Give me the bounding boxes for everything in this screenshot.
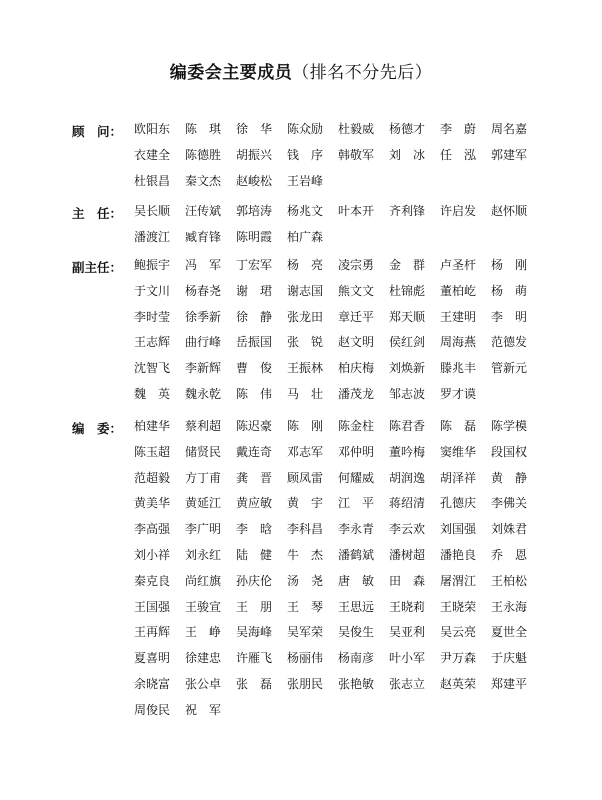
member-name: 叶小军 xyxy=(389,651,426,666)
member-name: 郑天顺 xyxy=(389,309,426,324)
member-name: 郭建军 xyxy=(491,147,528,162)
member-name: 王岩峰 xyxy=(287,173,324,188)
member-name: 柏建华 xyxy=(134,419,171,433)
member-name: 卢圣杆 xyxy=(440,258,477,272)
member-name: 潘树超 xyxy=(389,547,426,562)
member-name: 赵峻松 xyxy=(236,173,273,188)
member-name: 李新辉 xyxy=(185,361,222,376)
member-name: 陈君香 xyxy=(389,419,426,433)
member-name: 许雁飞 xyxy=(236,651,273,666)
name-grid xyxy=(134,204,564,256)
member-name: 杨丽伟 xyxy=(287,651,324,666)
member-name: 储贤民 xyxy=(185,444,222,459)
member-name: 秦克良 xyxy=(134,573,171,588)
member-name: 王国强 xyxy=(134,599,171,614)
member-name: 徐 静 xyxy=(236,309,273,324)
member-name: 张公卓 xyxy=(185,676,222,691)
member-name: 何耀威 xyxy=(338,470,375,485)
name-grid xyxy=(134,122,564,199)
member-name: 杨 亮 xyxy=(287,258,324,272)
member-name: 潘茂龙 xyxy=(338,386,375,401)
member-name: 王骏宣 xyxy=(185,599,222,614)
member-name: 戴连奇 xyxy=(236,444,273,459)
member-name: 胡泽祥 xyxy=(440,470,477,485)
member-name: 龚 晋 xyxy=(236,470,273,485)
member-name: 江 平 xyxy=(338,496,375,511)
member-name: 董柏屹 xyxy=(440,283,477,298)
member-name: 欧阳东 xyxy=(134,122,171,136)
member-name: 齐利锋 xyxy=(389,204,426,218)
member-name: 陈玉超 xyxy=(134,444,171,459)
member-name: 黄美华 xyxy=(134,496,171,511)
member-name: 范超毅 xyxy=(134,470,171,485)
member-name: 许启发 xyxy=(440,204,477,218)
member-name: 周俊民 xyxy=(134,702,171,717)
member-name: 吴云亮 xyxy=(440,625,477,640)
member-name: 吴军荣 xyxy=(287,625,324,640)
member-name: 孔德庆 xyxy=(440,496,477,511)
member-name: 赵怀顺 xyxy=(491,204,528,218)
member-name: 夏世全 xyxy=(491,625,528,640)
member-name: 唐 敏 xyxy=(338,573,375,588)
member-name: 刘 冰 xyxy=(389,147,426,162)
member-name: 潘艳良 xyxy=(440,547,477,562)
member-name: 方丁甫 xyxy=(185,470,222,485)
member-name: 祝 军 xyxy=(185,702,222,717)
member-name: 谢志国 xyxy=(287,283,324,298)
member-name: 侯红剑 xyxy=(389,335,426,350)
member-name: 衣建全 xyxy=(134,147,171,162)
member-name: 沈智飞 xyxy=(134,361,171,376)
member-name: 吴海峰 xyxy=(236,625,273,640)
member-name: 秦文杰 xyxy=(185,173,222,188)
member-name: 杜银昌 xyxy=(134,173,171,188)
member-name: 熊文文 xyxy=(338,283,375,298)
member-name: 周海燕 xyxy=(440,335,477,350)
member-name: 刘永红 xyxy=(185,547,222,562)
member-name: 杜毅威 xyxy=(338,122,375,136)
member-name: 陈 磊 xyxy=(440,419,477,433)
member-name: 冯 军 xyxy=(185,258,222,272)
member-name: 徐 华 xyxy=(236,122,273,136)
section-label: 顾 问： xyxy=(72,124,123,139)
member-name: 王晓莉 xyxy=(389,599,426,614)
member-name: 柏庆梅 xyxy=(338,361,375,376)
member-name: 邹志波 xyxy=(389,386,426,401)
member-name: 陈 伟 xyxy=(236,386,273,401)
member-name: 潘渡江 xyxy=(134,229,171,244)
member-name: 郑建平 xyxy=(491,676,528,691)
member-name: 蔡利超 xyxy=(185,419,222,433)
member-name: 杨南彦 xyxy=(338,651,375,666)
member-name: 胡润逸 xyxy=(389,470,426,485)
member-name: 陆 健 xyxy=(236,547,273,562)
member-name: 邓志军 xyxy=(287,444,324,459)
member-name: 王 琴 xyxy=(287,599,324,614)
member-name: 赵文明 xyxy=(338,335,375,350)
member-name: 黄 宇 xyxy=(287,496,324,511)
member-name: 凌宗勇 xyxy=(338,258,375,272)
member-name: 李云欢 xyxy=(389,522,426,537)
member-name: 顾凤雷 xyxy=(287,470,324,485)
member-name: 张艳敏 xyxy=(338,676,375,691)
member-name: 丁宏军 xyxy=(236,258,273,272)
member-name: 孙庆伦 xyxy=(236,573,273,588)
member-name: 杨兆文 xyxy=(287,204,324,218)
member-name: 罗才谟 xyxy=(440,386,477,401)
name-grid xyxy=(134,419,564,729)
member-name: 潘鹤斌 xyxy=(338,547,375,562)
member-name: 田 森 xyxy=(389,573,426,588)
member-name: 黄应敏 xyxy=(236,496,273,511)
member-name: 周名嘉 xyxy=(491,122,528,136)
member-name: 王建明 xyxy=(440,309,477,324)
member-name: 李永青 xyxy=(338,522,375,537)
member-name: 滕兆丰 xyxy=(440,361,477,376)
member-name: 张 锐 xyxy=(287,335,324,350)
member-name: 吴俊生 xyxy=(338,625,375,640)
member-name: 章迁平 xyxy=(338,309,375,324)
member-name: 吴长顺 xyxy=(134,204,171,218)
member-name: 于庆魁 xyxy=(491,651,528,666)
member-name: 黄延江 xyxy=(185,496,222,511)
member-name: 鲍振宇 xyxy=(134,258,171,272)
member-name: 黄 静 xyxy=(491,470,528,485)
member-name: 夏喜明 xyxy=(134,651,171,666)
member-name: 岳振国 xyxy=(236,335,273,350)
member-name: 陈 琪 xyxy=(185,122,222,136)
member-name: 邓仲明 xyxy=(338,444,375,459)
title-sub: （排名不分先后） xyxy=(292,63,433,83)
member-name: 刘焕新 xyxy=(389,361,426,376)
member-name: 杨 刚 xyxy=(491,258,528,272)
member-name: 张志立 xyxy=(389,676,426,691)
member-name: 李 明 xyxy=(491,309,528,324)
member-name: 陈金柱 xyxy=(338,419,375,433)
member-name: 刘小祥 xyxy=(134,547,171,562)
member-name: 李科昌 xyxy=(287,522,324,537)
member-name: 董吟梅 xyxy=(389,444,426,459)
member-name: 曹 俊 xyxy=(236,361,273,376)
member-name: 杨德才 xyxy=(389,122,426,136)
member-name: 余晓富 xyxy=(134,676,171,691)
member-name: 吴亚利 xyxy=(389,625,426,640)
member-name: 李 蔚 xyxy=(440,122,477,136)
member-name: 金 群 xyxy=(389,258,426,272)
member-name: 徐季新 xyxy=(185,309,222,324)
member-name: 陈迟豪 xyxy=(236,419,273,433)
section-label: 主 任： xyxy=(72,206,123,221)
member-name: 陈学模 xyxy=(491,419,528,433)
member-name: 王晓荣 xyxy=(440,599,477,614)
title-main: 编委会主要成员 xyxy=(169,63,293,83)
member-name: 王志辉 xyxy=(134,335,171,350)
member-name: 郭培涛 xyxy=(236,204,273,218)
member-name: 杨春尧 xyxy=(185,283,222,298)
member-name: 王振林 xyxy=(287,361,324,376)
member-name: 张朋民 xyxy=(287,676,324,691)
name-grid xyxy=(134,258,564,413)
member-name: 王 朋 xyxy=(236,599,273,614)
member-name: 王柏松 xyxy=(491,573,528,588)
member-name: 王 峥 xyxy=(185,625,222,640)
member-name: 臧育锋 xyxy=(185,229,222,244)
member-name: 陈 刚 xyxy=(287,419,324,433)
section-label: 副主任： xyxy=(72,260,123,275)
member-name: 马 壮 xyxy=(287,386,324,401)
member-name: 李高强 xyxy=(134,522,171,537)
member-name: 叶本开 xyxy=(338,204,375,218)
member-name: 王再辉 xyxy=(134,625,171,640)
member-name: 钱 序 xyxy=(287,147,324,162)
member-name: 陈明霞 xyxy=(236,229,273,244)
member-name: 魏永乾 xyxy=(185,386,222,401)
member-name: 李佛关 xyxy=(491,496,528,511)
member-name: 徐建忠 xyxy=(185,651,222,666)
member-name: 杨 萌 xyxy=(491,283,528,298)
member-name: 乔 恩 xyxy=(491,547,528,562)
member-name: 张 磊 xyxy=(236,676,273,691)
member-name: 汪传斌 xyxy=(185,204,222,218)
member-name: 任 泓 xyxy=(440,147,477,162)
member-name: 韩敬军 xyxy=(338,147,375,162)
member-name: 刘姝君 xyxy=(491,522,528,537)
member-name: 牛 杰 xyxy=(287,547,324,562)
member-name: 李广明 xyxy=(185,522,222,537)
member-name: 刘国强 xyxy=(440,522,477,537)
member-name: 窦维华 xyxy=(440,444,477,459)
member-name: 蒋绍清 xyxy=(389,496,426,511)
member-name: 杜锦彪 xyxy=(389,283,426,298)
member-name: 张龙田 xyxy=(287,309,324,324)
member-name: 陈德胜 xyxy=(185,147,222,162)
member-name: 胡振兴 xyxy=(236,147,273,162)
member-name: 于文川 xyxy=(134,283,171,298)
member-name: 魏 英 xyxy=(134,386,171,401)
member-name: 曲行峰 xyxy=(185,335,222,350)
member-name: 王永海 xyxy=(491,599,528,614)
page-title xyxy=(0,58,602,83)
member-name: 汤 尧 xyxy=(287,573,324,588)
member-name: 李时莹 xyxy=(134,309,171,324)
member-name: 王思远 xyxy=(338,599,375,614)
member-name: 柏广森 xyxy=(287,229,324,244)
member-name: 范德发 xyxy=(491,335,528,350)
member-name: 尚红旗 xyxy=(185,573,222,588)
section-label: 编 委： xyxy=(72,421,123,436)
member-name: 段国权 xyxy=(491,444,528,459)
member-name: 尹万森 xyxy=(440,651,477,666)
member-name: 谢 珺 xyxy=(236,283,273,298)
member-name: 管新元 xyxy=(491,361,528,376)
member-name: 赵英荣 xyxy=(440,676,477,691)
member-name: 李 晗 xyxy=(236,522,273,537)
member-name: 陈众励 xyxy=(287,122,324,136)
member-name: 屠渭江 xyxy=(440,573,477,588)
